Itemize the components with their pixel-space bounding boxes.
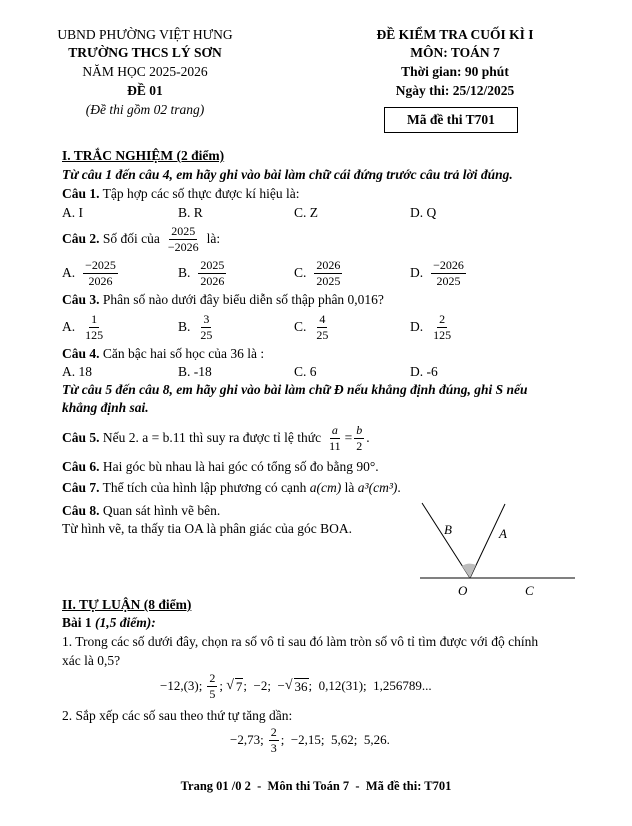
q2-text-after: là:: [206, 231, 221, 246]
number-list-2: [230, 722, 390, 758]
q2-b-fraction: [198, 259, 226, 287]
q7-label: Câu 7.: [62, 480, 100, 495]
q2-option-d: [410, 256, 468, 290]
q5-equals: =: [344, 430, 353, 445]
list2-part-a: −2,73;: [230, 732, 264, 747]
bai1-points: (1,5 điểm):: [95, 615, 156, 630]
q5-end: .: [366, 430, 370, 445]
label-b: B: [444, 522, 452, 537]
sqrt7-radicand: 7: [235, 678, 243, 694]
q5-f1-den: 11: [329, 438, 341, 453]
q7-end: .: [397, 480, 401, 495]
question-8: [62, 503, 220, 519]
sqrt-symbol-2: √: [284, 678, 293, 693]
q2-fraction: [166, 225, 201, 253]
q2-d-letter: D.: [410, 265, 424, 280]
q3-d-den: 125: [433, 327, 452, 342]
q7-side: a(cm): [309, 480, 342, 495]
q2-a-num: −2025: [85, 257, 116, 272]
question-2: [62, 222, 220, 256]
q2-a-den: 2026: [88, 273, 113, 288]
instruction-1: Từ câu 1 đến câu 4, em hãy ghi vào bài làm chữ cái đứng trước câu trả lời đúng.: [62, 167, 513, 182]
q3-a-fraction: [83, 313, 105, 341]
q3-b-fraction: [198, 313, 214, 341]
q5-f2-num: b: [356, 422, 363, 437]
exam-time: Thời gian: 90 phút: [401, 64, 509, 79]
list1-part-b: ;: [219, 678, 223, 693]
sqrt-symbol-1: √: [226, 678, 234, 693]
sqrt36-radicand: 36: [294, 678, 308, 694]
q2-c-den: 2025: [316, 273, 341, 288]
q8-label: Câu 8.: [62, 503, 100, 518]
q2-label: Câu 2.: [62, 231, 100, 246]
dept-name: UBND PHƯỜNG VIỆT HƯNG: [57, 27, 233, 42]
q5-f1-num: a: [331, 422, 338, 437]
exam-code-box: [384, 107, 518, 133]
q5-f2-den: 2: [356, 438, 363, 453]
q4-text: Căn bậc hai số học của 36 là :: [102, 346, 265, 361]
bai1-part1-line2: xác là 0,5?: [62, 653, 121, 668]
q1-option-a: A. I: [62, 205, 83, 220]
q4-option-d: D. -6: [410, 364, 438, 379]
list1-part-a: −12,(3);: [160, 678, 203, 693]
list1-fraction: [207, 672, 217, 700]
q3-option-c: [294, 310, 332, 344]
list2-fraction-den: 3: [270, 740, 277, 755]
q4-option-c: C. 6: [294, 364, 317, 379]
pages-note: (Đề thi gồm 02 trang): [85, 102, 205, 117]
list1-part-d: ; 0,12(31); 1,256789...: [308, 678, 432, 693]
question-4: [62, 346, 264, 362]
label-c: C: [525, 583, 534, 598]
school-year: NĂM HỌC 2025-2026: [82, 64, 208, 79]
q1-option-c: C. Z: [294, 205, 319, 220]
q1-label: Câu 1.: [62, 186, 100, 201]
q2-c-fraction: [314, 259, 342, 287]
q2-option-a: [62, 256, 120, 290]
q2-b-den: 2026: [200, 273, 225, 288]
exam-subject: MÔN: TOÁN 7: [410, 45, 500, 60]
q3-text: Phân số nào dưới đây biểu diễn số thập phân 0,016?: [102, 292, 384, 307]
bai1-label: Bài 1: [62, 615, 92, 630]
q7-mid: là: [344, 480, 355, 495]
q4-label: Câu 4.: [62, 346, 100, 361]
question-3: [62, 292, 384, 308]
q3-c-num: 4: [319, 311, 326, 326]
label-o: O: [458, 583, 468, 598]
number-list-1: [160, 668, 432, 704]
q1-option-b: B. R: [178, 205, 203, 220]
q2-a-letter: A.: [62, 265, 76, 280]
header-right: [360, 26, 550, 100]
q1-option-d: D. Q: [410, 205, 437, 220]
q2-fraction-num: 2025: [171, 223, 196, 238]
list2-fraction: [269, 726, 279, 754]
q3-option-a: [62, 310, 107, 344]
q3-a-letter: A.: [62, 319, 76, 334]
question-1: [62, 186, 300, 202]
q8-text: Quan sát hình vẽ bên.: [102, 503, 221, 518]
question-5: [62, 421, 370, 455]
part1-title: I. TRẮC NGHIỆM (2 điểm): [62, 148, 225, 163]
q2-a-fraction: [83, 259, 118, 287]
q2-c-num: 2026: [316, 257, 341, 272]
q2-d-num: −2026: [433, 257, 464, 272]
header-left: [40, 26, 250, 120]
exam-number: ĐỀ 01: [127, 83, 163, 98]
q3-c-fraction: [314, 313, 330, 341]
q5-text: Nếu 2. a = b.11 thì suy ra được tỉ lệ thức: [102, 430, 322, 445]
q2-c-letter: C.: [294, 265, 307, 280]
bai1-part1-line1: 1. Trong các số dưới đây, chọn ra số vô tỉ sau đó làm tròn số vô tỉ tìm được với độ chính: [62, 634, 539, 649]
q3-a-den: 125: [85, 327, 104, 342]
q5-fraction-1: [327, 424, 343, 452]
q7-text: Thể tích của hình lập phương có cạnh: [102, 480, 307, 495]
q7-volume: a³(cm³): [357, 480, 398, 495]
list1-fraction-num: 2: [209, 670, 216, 685]
ray-oa: [470, 504, 505, 578]
q3-option-b: [178, 310, 216, 344]
angle-figure: [410, 500, 580, 600]
q2-b-num: 2025: [200, 257, 225, 272]
school-name: TRƯỜNG THCS LÝ SƠN: [68, 45, 222, 60]
q3-b-num: 3: [203, 311, 210, 326]
exam-code: Mã đề thi T701: [407, 112, 495, 127]
bai1-part2: 2. Sắp xếp các số sau theo thứ tự tăng dần:: [62, 708, 293, 723]
q3-c-letter: C.: [294, 319, 307, 334]
bai1-heading: [62, 615, 156, 631]
question-6: [62, 459, 379, 475]
q3-label: Câu 3.: [62, 292, 100, 307]
q3-d-letter: D.: [410, 319, 424, 334]
q6-text: Hai góc bù nhau là hai góc có tổng số đo bằng 90°.: [102, 459, 379, 474]
q2-d-den: 2025: [436, 273, 461, 288]
q2-text-before: Số đối của: [102, 231, 160, 246]
part2-title: II. TỰ LUẬN (8 điểm): [62, 597, 192, 612]
exam-date: Ngày thi: 25/12/2025: [395, 83, 515, 98]
q3-b-den: 25: [200, 327, 213, 342]
q2-b-letter: B.: [178, 265, 191, 280]
q5-fraction-2: [354, 424, 364, 452]
page-footer: Trang 01 /0 2 - Môn thi Toán 7 - Mã đề thi: T701: [180, 779, 452, 793]
q2-option-c: [294, 256, 344, 290]
list1-fraction-den: 5: [209, 686, 216, 701]
q1-text: Tập hợp các số thực được kí hiệu là:: [102, 186, 300, 201]
q4-option-a: A. 18: [62, 364, 92, 379]
q5-label: Câu 5.: [62, 430, 100, 445]
list2-part-b: ; −2,15; 5,62; 5,26.: [280, 732, 390, 747]
q3-a-num: 1: [91, 311, 98, 326]
exam-title: ĐỀ KIỂM TRA CUỐI KÌ I: [376, 27, 534, 42]
q8-statement: Từ hình vẽ, ta thấy tia OA là phân giác của góc BOA.: [62, 521, 352, 536]
list1-part-c: ; −2; −: [243, 678, 285, 693]
q3-c-den: 25: [316, 327, 329, 342]
q3-b-letter: B.: [178, 319, 191, 334]
q4-option-b: B. -18: [178, 364, 212, 379]
label-a: A: [499, 526, 507, 541]
q3-option-d: [410, 310, 455, 344]
q2-d-fraction: [431, 259, 466, 287]
question-7: [62, 480, 401, 496]
q2-option-b: [178, 256, 228, 290]
q3-d-fraction: [431, 313, 453, 341]
list2-fraction-num: 2: [270, 724, 277, 739]
q2-fraction-den: −2026: [167, 239, 199, 254]
q6-label: Câu 6.: [62, 459, 100, 474]
instruction-2: Từ câu 5 đến câu 8, em hãy ghi vào bài làm chữ Đ nếu khẳng định đúng, ghi S nếu khẳng định sai.: [62, 382, 528, 415]
q3-d-num: 2: [439, 311, 446, 326]
